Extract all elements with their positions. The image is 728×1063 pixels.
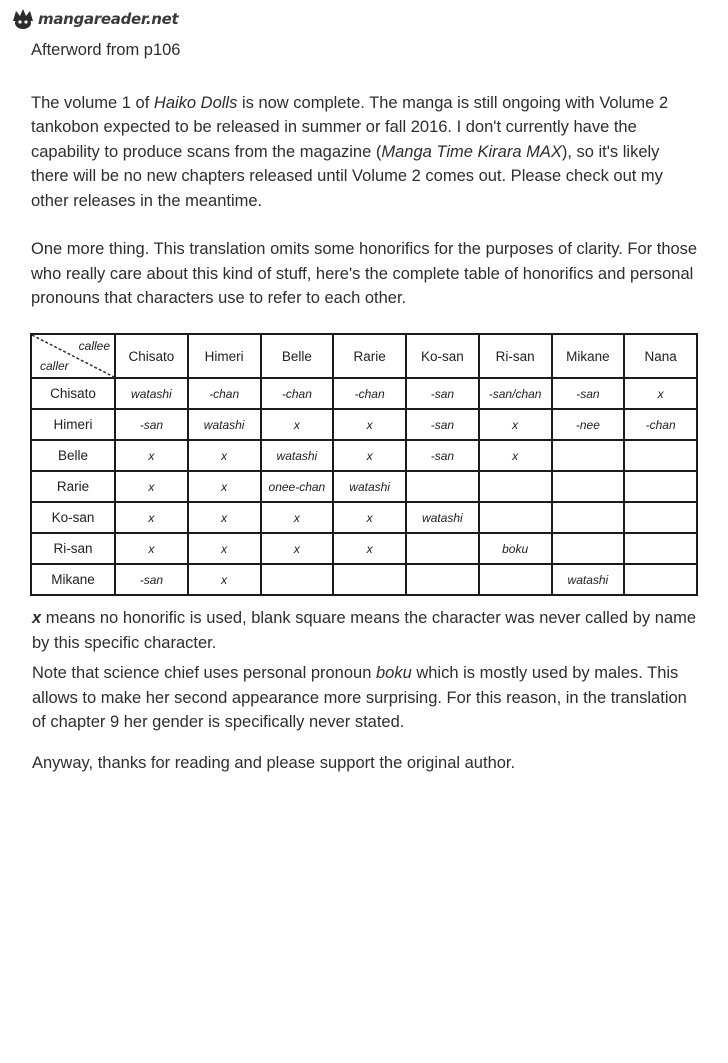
note-legend bbox=[32, 606, 704, 655]
honorifics-table bbox=[30, 333, 698, 596]
row-header: Belle bbox=[31, 440, 115, 471]
table-cell: -chan bbox=[188, 378, 261, 409]
table-cell: x bbox=[333, 409, 406, 440]
table-cell: watashi bbox=[333, 471, 406, 502]
table-cell bbox=[406, 471, 479, 502]
row-header: Chisato bbox=[31, 378, 115, 409]
table-cell bbox=[552, 533, 625, 564]
table-row bbox=[31, 409, 697, 440]
table-cell bbox=[406, 533, 479, 564]
table-cell: x bbox=[261, 533, 334, 564]
table-cell: -san bbox=[406, 409, 479, 440]
row-header: Ri-san bbox=[31, 533, 115, 564]
site-logo[interactable] bbox=[10, 6, 178, 32]
column-header: Ko-san bbox=[406, 334, 479, 378]
table-cell: -chan bbox=[624, 409, 697, 440]
table-cell bbox=[624, 533, 697, 564]
column-header: Chisato bbox=[115, 334, 188, 378]
magazine-title: Manga Time Kirara MAX bbox=[381, 142, 562, 161]
note-science-chief bbox=[32, 661, 704, 735]
table-row bbox=[31, 440, 697, 471]
table-cell: -san bbox=[406, 378, 479, 409]
series-title: Haiko Dolls bbox=[153, 93, 238, 112]
table-body bbox=[31, 378, 697, 595]
paragraph-text: ), so it's likely there will be no new chapters released until Volume 2 comes out. Please check out my other releases in the meantime. bbox=[31, 142, 663, 210]
pronoun: boku bbox=[375, 664, 412, 682]
paragraph-text: The volume 1 of bbox=[31, 93, 154, 112]
table-cell: x bbox=[188, 533, 261, 564]
table-cell: x bbox=[188, 502, 261, 533]
table-cell: watashi bbox=[552, 564, 625, 595]
manga-face-icon bbox=[10, 7, 36, 31]
x-mark: x bbox=[32, 609, 42, 627]
table-cell bbox=[552, 471, 625, 502]
note-text: which is mostly used by males. This allows to make her second appearance more surprising. For this reason, in the translation of chapter 9 her gender is specifically never stated. bbox=[32, 664, 687, 731]
table-cell: x bbox=[333, 533, 406, 564]
table-cell bbox=[479, 471, 552, 502]
table-cell: x bbox=[115, 533, 188, 564]
site-name: mangareader.net bbox=[38, 10, 179, 28]
row-header: Himeri bbox=[31, 409, 115, 440]
table-corner-cell bbox=[31, 334, 115, 378]
table-cell: x bbox=[115, 471, 188, 502]
column-header: Nana bbox=[624, 334, 697, 378]
note-text: means no honorific is used, blank square means the character was never called by name by this specific character. bbox=[32, 609, 697, 652]
table-cell: x bbox=[261, 409, 334, 440]
table-cell bbox=[261, 564, 334, 595]
paragraph-honorifics-intro: One more thing. This translation omits some honorifics for the purposes of clarity. For those who really care about this kind of stuff, here's the complete table of honorifics and personal pronouns that characters use to refer to each other. bbox=[31, 240, 698, 307]
table-cell: watashi bbox=[261, 440, 334, 471]
table-cell: x bbox=[479, 409, 552, 440]
table-cell: -san bbox=[115, 409, 188, 440]
row-header: Rarie bbox=[31, 471, 115, 502]
table-cell: x bbox=[188, 440, 261, 471]
table-cell: -san/chan bbox=[479, 378, 552, 409]
table-row bbox=[31, 471, 697, 502]
table-cell: x bbox=[624, 378, 697, 409]
row-header: Ko-san bbox=[31, 502, 115, 533]
table-cell bbox=[406, 564, 479, 595]
table-cell: x bbox=[115, 502, 188, 533]
table-cell bbox=[624, 471, 697, 502]
table-row bbox=[31, 533, 697, 564]
table-row bbox=[31, 502, 697, 533]
table-cell: watashi bbox=[406, 502, 479, 533]
column-header: Belle bbox=[261, 334, 334, 378]
table-cell: x bbox=[333, 502, 406, 533]
table-cell: x bbox=[188, 471, 261, 502]
table-cell: x bbox=[188, 564, 261, 595]
column-header: Himeri bbox=[188, 334, 261, 378]
paragraph-volume-status bbox=[31, 91, 701, 214]
table-cell: boku bbox=[479, 533, 552, 564]
table-notes bbox=[32, 606, 704, 781]
row-header: Mikane bbox=[31, 564, 115, 595]
caller-label: caller bbox=[40, 359, 69, 373]
column-header: Ri-san bbox=[479, 334, 552, 378]
table-cell: watashi bbox=[188, 409, 261, 440]
afterword bbox=[31, 38, 701, 335]
table-cell: -nee bbox=[552, 409, 625, 440]
page-title: Afterword from p106 bbox=[31, 41, 181, 59]
table-cell: -san bbox=[115, 564, 188, 595]
paragraph-text: is now complete. The manga is still ongoing with Volume 2 tankobon expected to be released in summer or fall 2016. I don't currently have the capability to produce scans from the magazine ( bbox=[31, 93, 669, 161]
table-cell bbox=[552, 440, 625, 471]
table-cell: x bbox=[261, 502, 334, 533]
table-cell: x bbox=[479, 440, 552, 471]
column-header: Mikane bbox=[552, 334, 625, 378]
table-cell: -chan bbox=[333, 378, 406, 409]
table-cell bbox=[479, 502, 552, 533]
note-text: Note that science chief uses personal pronoun bbox=[32, 664, 376, 682]
table-cell bbox=[624, 502, 697, 533]
table-cell: onee-chan bbox=[261, 471, 334, 502]
table-cell bbox=[624, 440, 697, 471]
table-cell bbox=[333, 564, 406, 595]
table-row bbox=[31, 564, 697, 595]
table-cell: -san bbox=[406, 440, 479, 471]
table-cell bbox=[624, 564, 697, 595]
table-cell: -san bbox=[552, 378, 625, 409]
table-header-row bbox=[31, 334, 697, 378]
callee-label: callee bbox=[78, 339, 110, 353]
table-cell bbox=[479, 564, 552, 595]
table-cell: -chan bbox=[261, 378, 334, 409]
closing-thanks: Anyway, thanks for reading and please support the original author. bbox=[32, 753, 516, 772]
table-cell: x bbox=[115, 440, 188, 471]
table-cell: x bbox=[333, 440, 406, 471]
column-header: Rarie bbox=[333, 334, 406, 378]
table-cell bbox=[552, 502, 625, 533]
table-row bbox=[31, 378, 697, 409]
table-cell: watashi bbox=[115, 378, 188, 409]
